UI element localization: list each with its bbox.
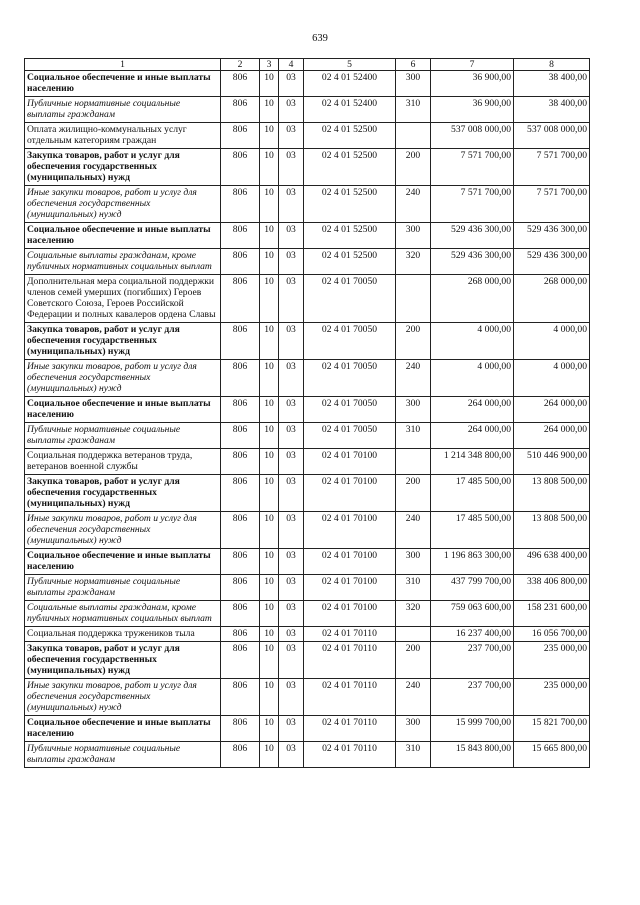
amount-year-1: 7 571 700,00 (431, 149, 514, 186)
expense-type-code: 200 (396, 149, 431, 186)
section-code: 10 (260, 249, 279, 275)
item-name: Иные закупки товаров, работ и услуг для обеспечения государственных (муниципальных) нужд (25, 679, 221, 716)
item-name: Социальная поддержка ветеранов труда, ветеранов военной службы (25, 449, 221, 475)
expense-type-code: 300 (396, 549, 431, 575)
item-name: Публичные нормативные социальные выплаты гражданам (25, 575, 221, 601)
section-code: 10 (260, 71, 279, 97)
amount-year-1: 4 000,00 (431, 360, 514, 397)
ministry-code: 806 (221, 742, 260, 768)
subsection-code: 03 (279, 601, 304, 627)
table-row (25, 642, 590, 679)
target-article-code: 02 4 01 70110 (304, 627, 396, 642)
subsection-code: 03 (279, 742, 304, 768)
ministry-code: 806 (221, 275, 260, 323)
ministry-code: 806 (221, 71, 260, 97)
target-article-code: 02 4 01 52500 (304, 149, 396, 186)
target-article-code: 02 4 01 70100 (304, 475, 396, 512)
header-row (25, 59, 590, 71)
expense-type-code: 240 (396, 360, 431, 397)
ministry-code: 806 (221, 360, 260, 397)
target-article-code: 02 4 01 52400 (304, 71, 396, 97)
amount-year-1: 36 900,00 (431, 97, 514, 123)
amount-year-1: 15 999 700,00 (431, 716, 514, 742)
target-article-code: 02 4 01 70110 (304, 742, 396, 768)
subsection-code: 03 (279, 449, 304, 475)
ministry-code: 806 (221, 575, 260, 601)
budget-table (24, 58, 590, 768)
amount-year-2: 264 000,00 (514, 397, 590, 423)
table-row (25, 323, 590, 360)
item-name: Социальное обеспечение и иные выплаты населению (25, 716, 221, 742)
column-header: 8 (514, 59, 590, 71)
amount-year-2: 4 000,00 (514, 323, 590, 360)
item-name: Социальные выплаты гражданам, кроме публичных нормативных социальных выплат (25, 601, 221, 627)
subsection-code: 03 (279, 475, 304, 512)
target-article-code: 02 4 01 52500 (304, 186, 396, 223)
target-article-code: 02 4 01 70100 (304, 575, 396, 601)
table-row (25, 449, 590, 475)
amount-year-2: 529 436 300,00 (514, 223, 590, 249)
expense-type-code: 300 (396, 71, 431, 97)
table-row (25, 742, 590, 768)
amount-year-2: 38 400,00 (514, 97, 590, 123)
amount-year-1: 268 000,00 (431, 275, 514, 323)
section-code: 10 (260, 512, 279, 549)
amount-year-2: 15 821 700,00 (514, 716, 590, 742)
expense-type-code: 310 (396, 742, 431, 768)
amount-year-1: 17 485 500,00 (431, 512, 514, 549)
expense-type-code: 240 (396, 186, 431, 223)
item-name: Иные закупки товаров, работ и услуг для обеспечения государственных (муниципальных) нужд (25, 186, 221, 223)
table-row (25, 275, 590, 323)
page-number: 639 (312, 33, 328, 44)
amount-year-1: 15 843 800,00 (431, 742, 514, 768)
section-code: 10 (260, 716, 279, 742)
section-code: 10 (260, 679, 279, 716)
amount-year-1: 16 237 400,00 (431, 627, 514, 642)
column-header: 5 (304, 59, 396, 71)
subsection-code: 03 (279, 249, 304, 275)
ministry-code: 806 (221, 97, 260, 123)
ministry-code: 806 (221, 223, 260, 249)
ministry-code: 806 (221, 423, 260, 449)
ministry-code: 806 (221, 716, 260, 742)
section-code: 10 (260, 397, 279, 423)
subsection-code: 03 (279, 627, 304, 642)
item-name: Социальное обеспечение и иные выплаты населению (25, 397, 221, 423)
expense-type-code: 310 (396, 423, 431, 449)
target-article-code: 02 4 01 70110 (304, 642, 396, 679)
item-name: Публичные нормативные социальные выплаты гражданам (25, 97, 221, 123)
target-article-code: 02 4 01 70050 (304, 323, 396, 360)
table-row (25, 575, 590, 601)
table-body (25, 71, 590, 768)
column-header: 2 (221, 59, 260, 71)
amount-year-2: 235 000,00 (514, 642, 590, 679)
expense-type-code: 200 (396, 323, 431, 360)
subsection-code: 03 (279, 71, 304, 97)
ministry-code: 806 (221, 601, 260, 627)
ministry-code: 806 (221, 627, 260, 642)
ministry-code: 806 (221, 123, 260, 149)
subsection-code: 03 (279, 123, 304, 149)
table-row (25, 123, 590, 149)
target-article-code: 02 4 01 70110 (304, 716, 396, 742)
section-code: 10 (260, 742, 279, 768)
ministry-code: 806 (221, 149, 260, 186)
amount-year-2: 496 638 400,00 (514, 549, 590, 575)
table-row (25, 186, 590, 223)
section-code: 10 (260, 475, 279, 512)
item-name: Социальные выплаты гражданам, кроме публичных нормативных социальных выплат (25, 249, 221, 275)
item-name: Социальное обеспечение и иные выплаты населению (25, 549, 221, 575)
table-row (25, 397, 590, 423)
amount-year-1: 17 485 500,00 (431, 475, 514, 512)
ministry-code: 806 (221, 249, 260, 275)
table-row (25, 716, 590, 742)
subsection-code: 03 (279, 97, 304, 123)
amount-year-1: 537 008 000,00 (431, 123, 514, 149)
section-code: 10 (260, 186, 279, 223)
amount-year-2: 15 665 800,00 (514, 742, 590, 768)
target-article-code: 02 4 01 70100 (304, 549, 396, 575)
table-row (25, 549, 590, 575)
target-article-code: 02 4 01 52400 (304, 97, 396, 123)
target-article-code: 02 4 01 70100 (304, 601, 396, 627)
expense-type-code: 200 (396, 642, 431, 679)
expense-type-code (396, 275, 431, 323)
ministry-code: 806 (221, 642, 260, 679)
expense-type-code: 300 (396, 223, 431, 249)
table-row (25, 223, 590, 249)
expense-type-code: 310 (396, 575, 431, 601)
amount-year-1: 1 196 863 300,00 (431, 549, 514, 575)
expense-type-code: 320 (396, 601, 431, 627)
amount-year-2: 537 008 000,00 (514, 123, 590, 149)
table-row (25, 149, 590, 186)
amount-year-2: 4 000,00 (514, 360, 590, 397)
subsection-code: 03 (279, 275, 304, 323)
amount-year-2: 264 000,00 (514, 423, 590, 449)
section-code: 10 (260, 275, 279, 323)
subsection-code: 03 (279, 149, 304, 186)
subsection-code: 03 (279, 423, 304, 449)
target-article-code: 02 4 01 70100 (304, 512, 396, 549)
expense-type-code: 310 (396, 97, 431, 123)
column-header: 6 (396, 59, 431, 71)
amount-year-1: 264 000,00 (431, 423, 514, 449)
table-row (25, 601, 590, 627)
amount-year-2: 16 056 700,00 (514, 627, 590, 642)
target-article-code: 02 4 01 52500 (304, 123, 396, 149)
item-name: Оплата жилищно-коммунальных услуг отдельным категориям граждан (25, 123, 221, 149)
subsection-code: 03 (279, 512, 304, 549)
ministry-code: 806 (221, 397, 260, 423)
amount-year-2: 510 446 900,00 (514, 449, 590, 475)
amount-year-2: 158 231 600,00 (514, 601, 590, 627)
amount-year-2: 529 436 300,00 (514, 249, 590, 275)
section-code: 10 (260, 323, 279, 360)
table-row (25, 475, 590, 512)
amount-year-1: 529 436 300,00 (431, 249, 514, 275)
target-article-code: 02 4 01 70110 (304, 679, 396, 716)
item-name: Социальная поддержка тружеников тыла (25, 627, 221, 642)
subsection-code: 03 (279, 186, 304, 223)
column-header: 1 (25, 59, 221, 71)
target-article-code: 02 4 01 52500 (304, 249, 396, 275)
section-code: 10 (260, 423, 279, 449)
column-header: 3 (260, 59, 279, 71)
expense-type-code: 300 (396, 397, 431, 423)
section-code: 10 (260, 601, 279, 627)
section-code: 10 (260, 97, 279, 123)
item-name: Иные закупки товаров, работ и услуг для обеспечения государственных (муниципальных) нужд (25, 512, 221, 549)
subsection-code: 03 (279, 679, 304, 716)
subsection-code: 03 (279, 575, 304, 601)
table-row (25, 679, 590, 716)
ministry-code: 806 (221, 186, 260, 223)
expense-type-code: 240 (396, 512, 431, 549)
amount-year-1: 759 063 600,00 (431, 601, 514, 627)
ministry-code: 806 (221, 475, 260, 512)
amount-year-1: 36 900,00 (431, 71, 514, 97)
expense-type-code (396, 627, 431, 642)
expense-type-code: 200 (396, 475, 431, 512)
expense-type-code: 240 (396, 679, 431, 716)
section-code: 10 (260, 549, 279, 575)
item-name: Социальное обеспечение и иные выплаты населению (25, 71, 221, 97)
ministry-code: 806 (221, 449, 260, 475)
expense-type-code (396, 449, 431, 475)
amount-year-2: 235 000,00 (514, 679, 590, 716)
column-header: 4 (279, 59, 304, 71)
ministry-code: 806 (221, 549, 260, 575)
table-row (25, 360, 590, 397)
target-article-code: 02 4 01 70100 (304, 449, 396, 475)
item-name: Дополнительная мера социальной поддержки членов семей умерших (погибших) Героев Советского Союза, Героев Российской Федерации и полных кавалеров ордена Славы (25, 275, 221, 323)
amount-year-1: 437 799 700,00 (431, 575, 514, 601)
amount-year-2: 13 808 500,00 (514, 512, 590, 549)
section-code: 10 (260, 123, 279, 149)
item-name: Закупка товаров, работ и услуг для обеспечения государственных (муниципальных) нужд (25, 642, 221, 679)
section-code: 10 (260, 642, 279, 679)
section-code: 10 (260, 149, 279, 186)
amount-year-2: 268 000,00 (514, 275, 590, 323)
subsection-code: 03 (279, 716, 304, 742)
item-name: Закупка товаров, работ и услуг для обеспечения государственных (муниципальных) нужд (25, 323, 221, 360)
section-code: 10 (260, 360, 279, 397)
amount-year-2: 38 400,00 (514, 71, 590, 97)
amount-year-1: 264 000,00 (431, 397, 514, 423)
item-name: Публичные нормативные социальные выплаты гражданам (25, 742, 221, 768)
amount-year-1: 237 700,00 (431, 679, 514, 716)
section-code: 10 (260, 627, 279, 642)
ministry-code: 806 (221, 679, 260, 716)
item-name: Публичные нормативные социальные выплаты гражданам (25, 423, 221, 449)
amount-year-1: 237 700,00 (431, 642, 514, 679)
item-name: Закупка товаров, работ и услуг для обеспечения государственных (муниципальных) нужд (25, 475, 221, 512)
amount-year-2: 338 406 800,00 (514, 575, 590, 601)
subsection-code: 03 (279, 360, 304, 397)
table-row (25, 249, 590, 275)
column-header: 7 (431, 59, 514, 71)
expense-type-code: 320 (396, 249, 431, 275)
ministry-code: 806 (221, 512, 260, 549)
amount-year-1: 529 436 300,00 (431, 223, 514, 249)
subsection-code: 03 (279, 642, 304, 679)
section-code: 10 (260, 449, 279, 475)
expense-type-code: 300 (396, 716, 431, 742)
table-row (25, 97, 590, 123)
section-code: 10 (260, 575, 279, 601)
target-article-code: 02 4 01 52500 (304, 223, 396, 249)
section-code: 10 (260, 223, 279, 249)
subsection-code: 03 (279, 323, 304, 360)
item-name: Социальное обеспечение и иные выплаты населению (25, 223, 221, 249)
expense-type-code (396, 123, 431, 149)
amount-year-2: 13 808 500,00 (514, 475, 590, 512)
table-row (25, 71, 590, 97)
table-row (25, 627, 590, 642)
subsection-code: 03 (279, 223, 304, 249)
table-row (25, 423, 590, 449)
amount-year-1: 7 571 700,00 (431, 186, 514, 223)
table-row (25, 512, 590, 549)
amount-year-1: 4 000,00 (431, 323, 514, 360)
target-article-code: 02 4 01 70050 (304, 360, 396, 397)
amount-year-2: 7 571 700,00 (514, 186, 590, 223)
subsection-code: 03 (279, 549, 304, 575)
target-article-code: 02 4 01 70050 (304, 423, 396, 449)
subsection-code: 03 (279, 397, 304, 423)
amount-year-1: 1 214 348 800,00 (431, 449, 514, 475)
ministry-code: 806 (221, 323, 260, 360)
target-article-code: 02 4 01 70050 (304, 397, 396, 423)
item-name: Иные закупки товаров, работ и услуг для обеспечения государственных (муниципальных) нужд (25, 360, 221, 397)
amount-year-2: 7 571 700,00 (514, 149, 590, 186)
item-name: Закупка товаров, работ и услуг для обеспечения государственных (муниципальных) нужд (25, 149, 221, 186)
target-article-code: 02 4 01 70050 (304, 275, 396, 323)
